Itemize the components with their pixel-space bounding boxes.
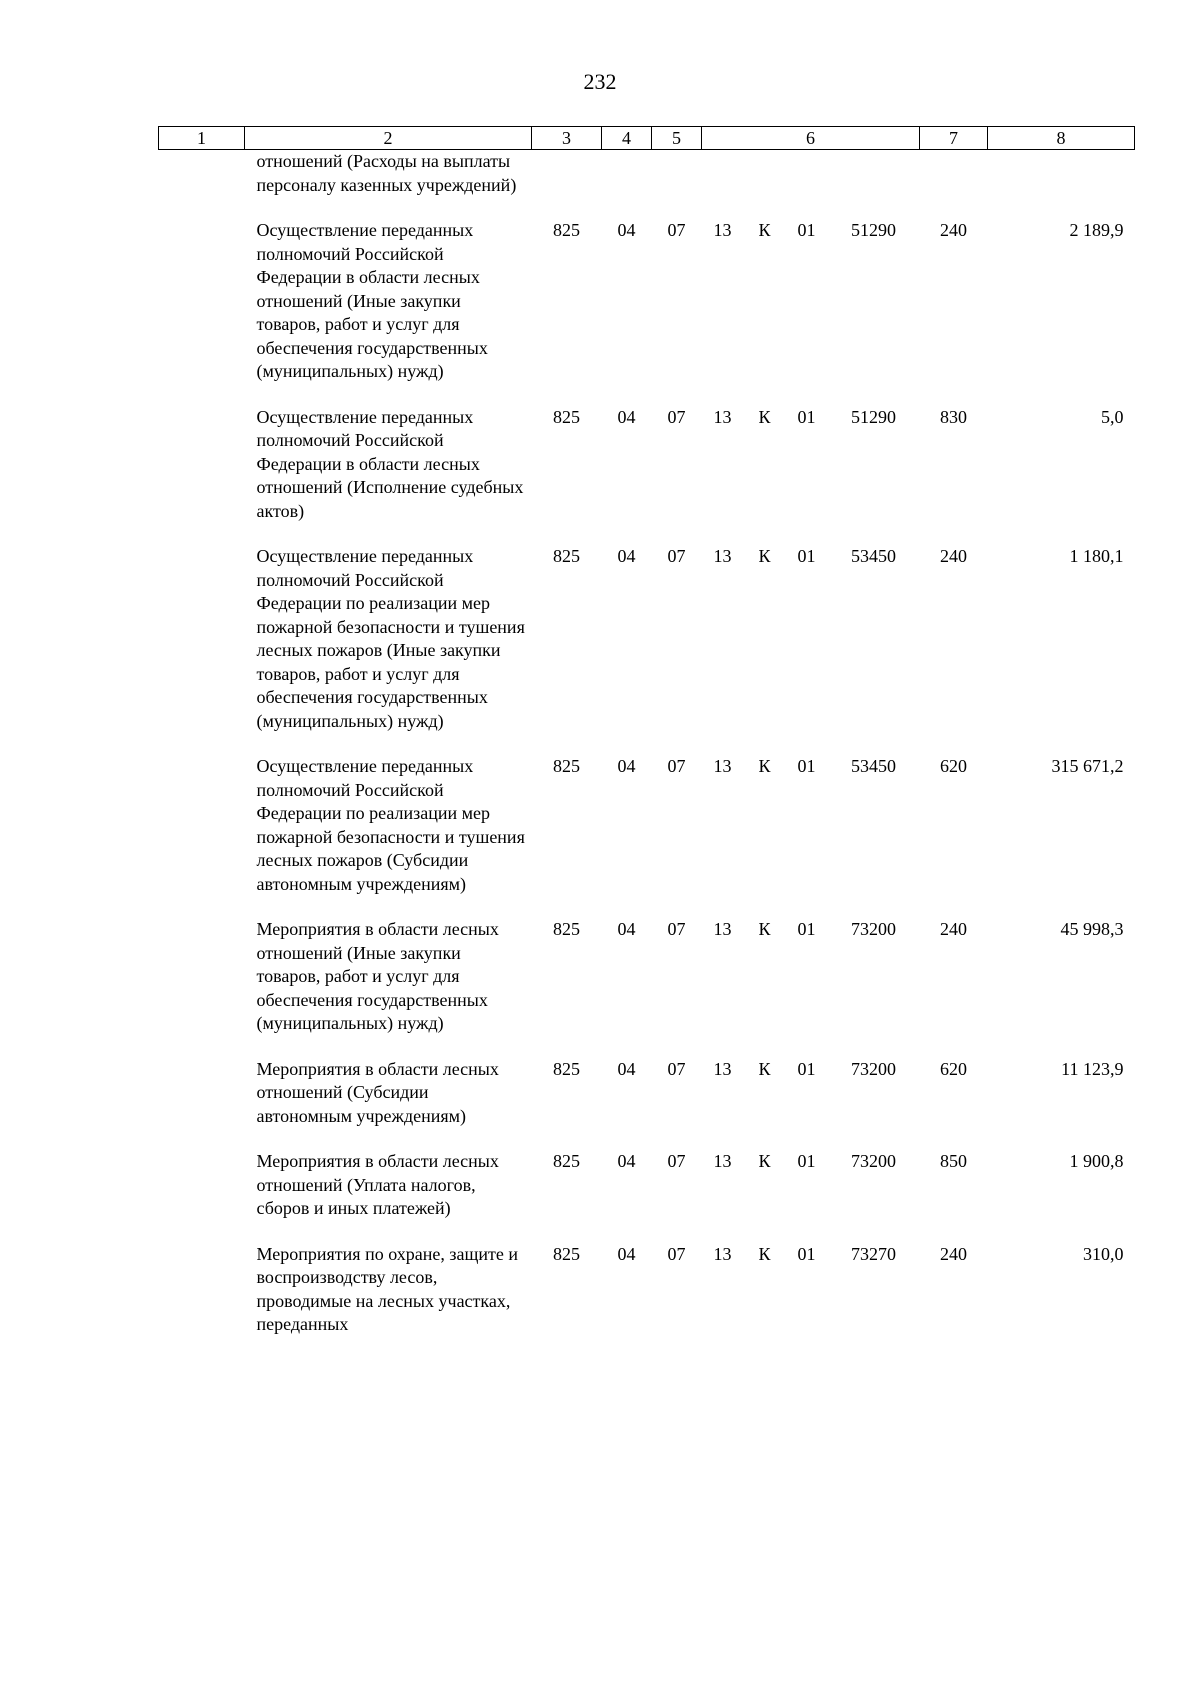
- row-spacer: [159, 733, 1135, 755]
- expense-type-code: 620: [940, 1058, 967, 1079]
- expense-type-code: 830: [940, 406, 967, 427]
- section-code: 04: [617, 1058, 636, 1079]
- subprogram-code: К: [758, 1243, 771, 1264]
- ministry-code: 825: [553, 1058, 580, 1079]
- continuation-row: [159, 150, 1135, 198]
- amount-value: 45 998,3: [1060, 919, 1124, 939]
- program-code: 13: [713, 546, 732, 566]
- direction-code: 73270: [851, 1243, 896, 1264]
- program-code: 13: [713, 919, 732, 939]
- subsection-code: 07: [667, 406, 686, 427]
- ministry-code: 825: [553, 406, 580, 427]
- subsection-code: 07: [667, 1151, 686, 1171]
- column-header-7: 7: [920, 127, 988, 150]
- column-header-6: 6: [702, 127, 920, 150]
- budget-table: [158, 126, 1135, 1337]
- section-code: 04: [617, 756, 636, 776]
- expense-type-code: 620: [940, 756, 967, 776]
- program-code: 13: [713, 1243, 732, 1264]
- table-row: [159, 1058, 1135, 1129]
- table-row: [159, 1243, 1135, 1337]
- row-description: Мероприятия в области лесных отношений (Иные закупки товаров, работ и услуг для обеспечения государственных (муниципальных) нужд): [256, 919, 499, 1033]
- subprogram-code: К: [758, 1151, 771, 1171]
- event-code: 01: [797, 1243, 816, 1264]
- amount-value: 5,0: [1101, 406, 1124, 427]
- amount-value: 315 671,2: [1051, 756, 1124, 776]
- table-header-row: [159, 127, 1135, 150]
- row-spacer: [159, 1221, 1135, 1243]
- event-code: 01: [797, 756, 816, 776]
- table-row: [159, 219, 1135, 384]
- row-spacer: [159, 523, 1135, 545]
- page-number: 232: [583, 69, 617, 94]
- amount-value: 11 123,9: [1061, 1058, 1124, 1079]
- direction-code: 73200: [851, 1151, 896, 1171]
- section-code: 04: [617, 406, 636, 427]
- column-header-1: 1: [159, 127, 245, 150]
- row-description: Мероприятия в области лесных отношений (Уплата налогов, сборов и иных платежей): [256, 1151, 499, 1218]
- row-spacer: [159, 896, 1135, 918]
- subsection-code: 07: [667, 919, 686, 939]
- ministry-code: 825: [553, 919, 580, 939]
- column-header-5: 5: [652, 127, 702, 150]
- table-row: [159, 1150, 1135, 1221]
- section-code: 04: [617, 1151, 636, 1171]
- section-code: 04: [617, 546, 636, 566]
- table-row: [159, 545, 1135, 733]
- row-spacer: [159, 1036, 1135, 1058]
- table-row: [159, 755, 1135, 896]
- direction-code: 53450: [851, 756, 896, 776]
- event-code: 01: [797, 919, 816, 939]
- program-code: 13: [713, 756, 732, 776]
- column-header-3: 3: [532, 127, 602, 150]
- table-row: [159, 406, 1135, 524]
- row-description: Мероприятия по охране, защите и воспроизводству лесов, проводимые на лесных участках, переданных: [256, 1243, 518, 1334]
- expense-type-code: 240: [940, 546, 967, 566]
- ministry-code: 825: [553, 1243, 580, 1264]
- expense-type-code: 240: [940, 919, 967, 939]
- subprogram-code: К: [758, 756, 771, 776]
- column-header-4: 4: [602, 127, 652, 150]
- column-header-2: 2: [245, 127, 532, 150]
- amount-value: 1 180,1: [1069, 546, 1124, 566]
- subsection-code: 07: [667, 220, 686, 240]
- expense-type-code: 240: [940, 220, 967, 240]
- program-code: 13: [713, 220, 732, 240]
- amount-value: 1 900,8: [1069, 1151, 1124, 1171]
- table-body: [159, 150, 1135, 1337]
- subprogram-code: К: [758, 220, 771, 240]
- amount-value: 2 189,9: [1069, 220, 1124, 240]
- subsection-code: 07: [667, 1058, 686, 1079]
- row-spacer: [159, 1128, 1135, 1150]
- row-spacer: [159, 384, 1135, 406]
- direction-code: 51290: [851, 406, 896, 427]
- event-code: 01: [797, 1058, 816, 1079]
- subprogram-code: К: [758, 406, 771, 427]
- event-code: 01: [797, 220, 816, 240]
- expense-type-code: 240: [940, 1243, 967, 1264]
- table-row: [159, 918, 1135, 1036]
- event-code: 01: [797, 546, 816, 566]
- row-spacer: [159, 197, 1135, 219]
- ministry-code: 825: [553, 220, 580, 240]
- row-description: Осуществление переданных полномочий Российской Федерации в области лесных отношений (Исполнение судебных актов): [256, 406, 524, 521]
- program-code: 13: [713, 406, 732, 427]
- subsection-code: 07: [667, 756, 686, 776]
- section-code: 04: [617, 919, 636, 939]
- direction-code: 51290: [851, 220, 896, 240]
- program-code: 13: [713, 1151, 732, 1171]
- subsection-code: 07: [667, 546, 686, 566]
- column-header-8: 8: [988, 127, 1135, 150]
- event-code: 01: [797, 1151, 816, 1171]
- event-code: 01: [797, 406, 816, 427]
- section-code: 04: [617, 220, 636, 240]
- direction-code: 73200: [851, 919, 896, 939]
- row-description: Мероприятия в области лесных отношений (Субсидии автономным учреждениям): [256, 1058, 499, 1126]
- program-code: 13: [713, 1058, 732, 1079]
- direction-code: 53450: [851, 546, 896, 566]
- continuation-text: отношений (Расходы на выплаты персоналу казенных учреждений): [256, 151, 517, 195]
- ministry-code: 825: [553, 756, 580, 776]
- subprogram-code: К: [758, 919, 771, 939]
- row-description: Осуществление переданных полномочий Российской Федерации по реализации мер пожарной безопасности и тушения лесных пожаров (Субсидии автономным учреждениям): [256, 756, 525, 894]
- section-code: 04: [617, 1243, 636, 1264]
- subprogram-code: К: [758, 1058, 771, 1079]
- subprogram-code: К: [758, 546, 771, 566]
- ministry-code: 825: [553, 1151, 580, 1171]
- row-description: Осуществление переданных полномочий Российской Федерации по реализации мер пожарной безопасности и тушения лесных пожаров (Иные закупки товаров, работ и услуг для обеспечения государственных (муниципальных) нужд): [256, 546, 525, 731]
- subsection-code: 07: [667, 1243, 686, 1264]
- amount-value: 310,0: [1083, 1243, 1124, 1264]
- ministry-code: 825: [553, 546, 580, 566]
- expense-type-code: 850: [940, 1151, 967, 1171]
- direction-code: 73200: [851, 1058, 896, 1079]
- row-description: Осуществление переданных полномочий Российской Федерации в области лесных отношений (Иные закупки товаров, работ и услуг для обеспечения государственных (муниципальных) нужд): [256, 220, 488, 381]
